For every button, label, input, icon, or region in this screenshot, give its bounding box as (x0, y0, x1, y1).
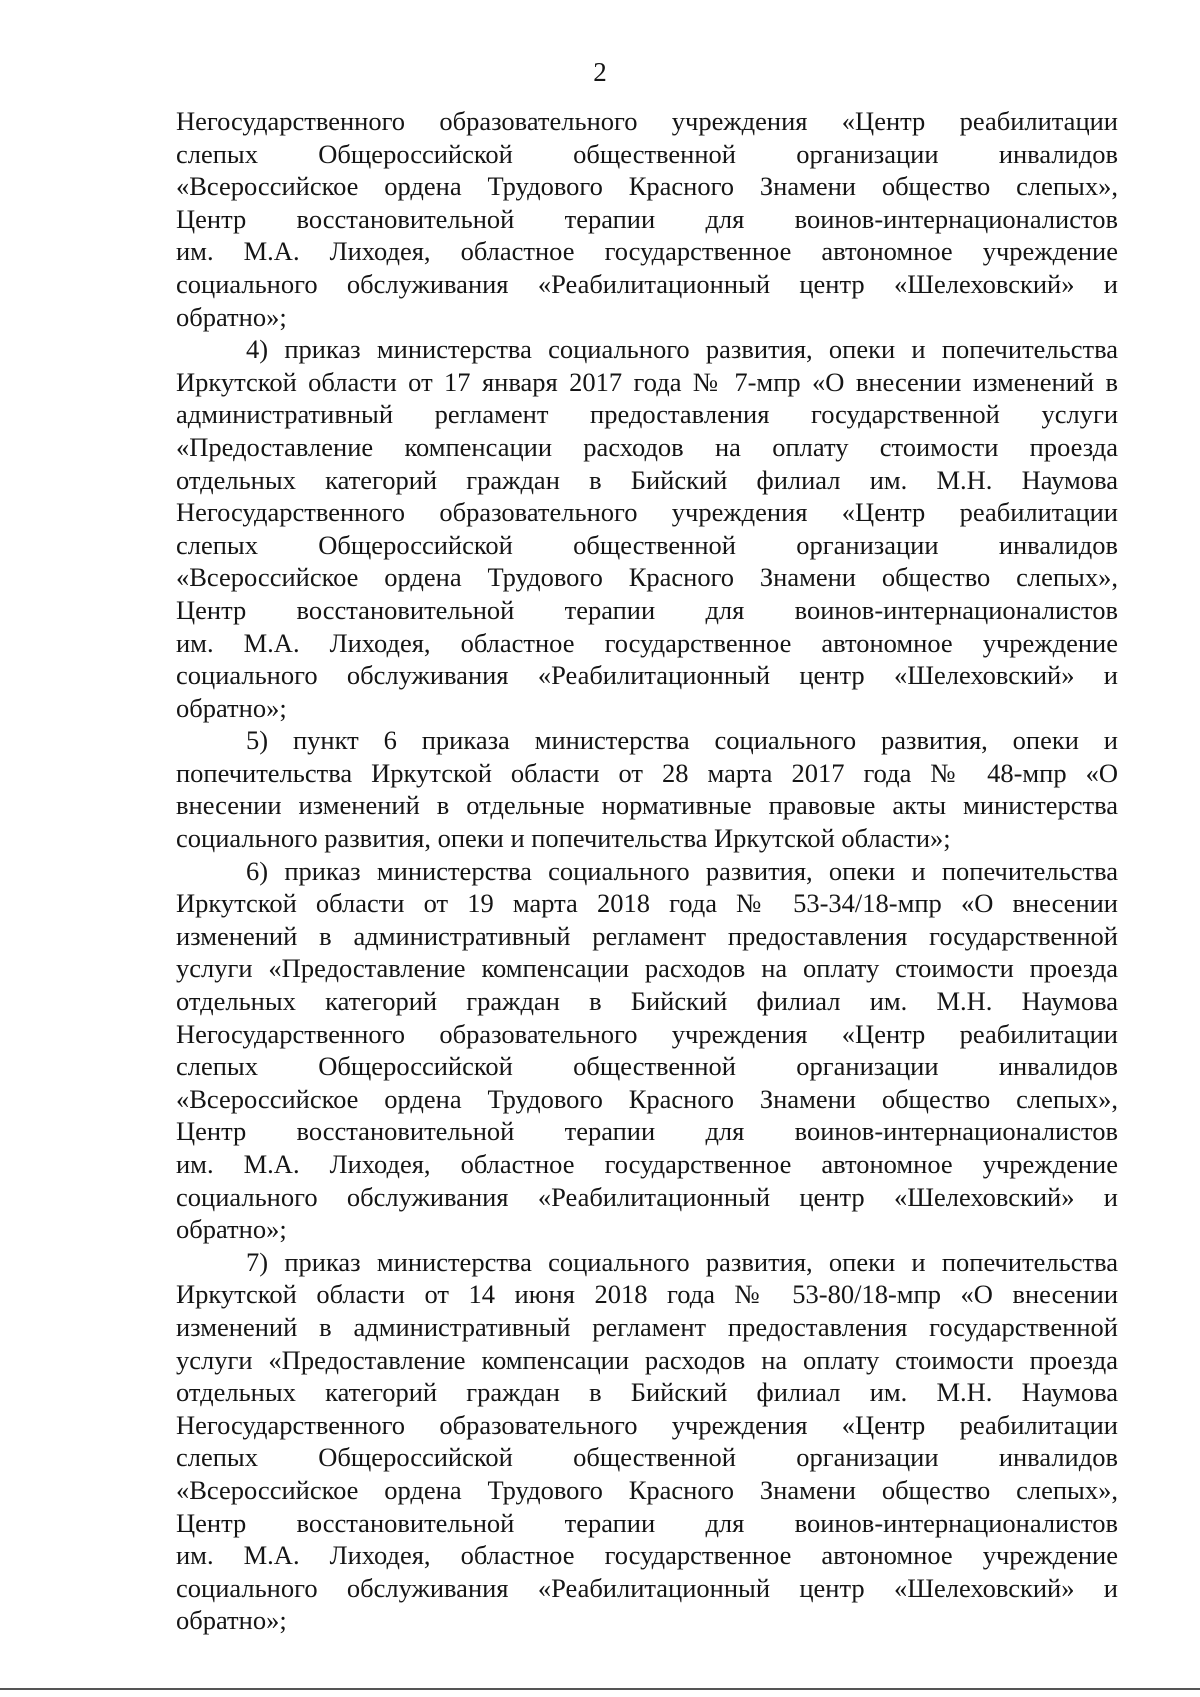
text-line: Негосударственного образовательного учреждения «Центр реабилитации (176, 106, 1118, 136)
paragraph (176, 105, 1118, 333)
text-line: им. М.А. Лиходея, областное государственное автономное учреждение (176, 236, 1118, 267)
text-line: административный регламент предоставления государственной услуги (176, 399, 1118, 430)
text-line: Центр восстановительной терапии для воинов-интернационалистов (176, 1507, 1118, 1538)
text-line: 7) приказ министерства социального развития, опеки и попечительства (246, 1246, 1118, 1277)
text-line: отдельных категорий граждан в Бийский филиал им. М.Н. Наумова (176, 464, 1118, 495)
text-line: Центр восстановительной терапии для воинов-интернационалистов (176, 594, 1118, 625)
paragraph (176, 855, 1118, 1246)
page-number: 2 (593, 57, 607, 87)
page-bottom-rule (0, 1688, 1200, 1690)
text-line: Центр восстановительной терапии для воинов-интернационалистов (176, 1116, 1118, 1147)
paragraph (176, 333, 1118, 724)
text-line: услуги «Предоставление компенсации расходов на оплату стоимости проезда (176, 1344, 1118, 1375)
text-line: социального развития, опеки и попечительства Иркутской области»; (176, 823, 951, 854)
text-line: попечительства Иркутской области от 28 марта 2017 года № 48-мпр «О (176, 757, 1118, 788)
paragraph (176, 1246, 1118, 1637)
text-line: социального обслуживания «Реабилитационный центр «Шелеховский» и (176, 1181, 1118, 1212)
paragraph (176, 724, 1118, 854)
text-line: им. М.А. Лиходея, областное государственное автономное учреждение (176, 1149, 1118, 1179)
text-line: «Всероссийское ордена Трудового Красного Знамени общество слепых», (176, 562, 1118, 593)
text-line: обратно»; (176, 301, 287, 332)
document-body (176, 105, 1118, 1637)
text-line: 4) приказ министерства социального развития, опеки и попечительства (246, 334, 1118, 365)
text-line: услуги «Предоставление компенсации расходов на оплату стоимости проезда (176, 953, 1118, 984)
text-line: Негосударственного образовательного учреждения «Центр реабилитации (176, 497, 1118, 528)
text-line: «Предоставление компенсации расходов на оплату стоимости проезда (176, 431, 1118, 462)
text-line: слепых Общероссийской общественной организации инвалидов (176, 1442, 1118, 1473)
text-line: «Всероссийское ордена Трудового Красного Знамени общество слепых», (176, 1083, 1118, 1114)
text-line: социального обслуживания «Реабилитационный центр «Шелеховский» и (176, 1572, 1118, 1603)
text-line: отдельных категорий граждан в Бийский филиал им. М.Н. Наумова (176, 1377, 1118, 1408)
text-line: Центр восстановительной терапии для воинов-интернационалистов (176, 203, 1118, 234)
text-line: «Всероссийское ордена Трудового Красного Знамени общество слепых», (176, 1474, 1118, 1505)
text-line: им. М.А. Лиходея, областное государственное автономное учреждение (176, 1540, 1118, 1571)
text-line: изменений в административный регламент предоставления государственной (176, 920, 1118, 951)
text-line: Негосударственного образовательного учреждения «Центр реабилитации (176, 1409, 1118, 1440)
text-line: 6) приказ министерства социального развития, опеки и попечительства (246, 855, 1118, 886)
text-line: Иркутской области от 19 марта 2018 года № 53-34/18-мпр «О внесении (176, 888, 1118, 919)
text-line: им. М.А. Лиходея, областное государственное автономное учреждение (176, 627, 1118, 658)
text-line: обратно»; (176, 1605, 287, 1636)
text-line: слепых Общероссийской общественной организации инвалидов (176, 529, 1118, 560)
text-line: изменений в административный регламент предоставления государственной (176, 1311, 1118, 1342)
text-line: отдельных категорий граждан в Бийский филиал им. М.Н. Наумова (176, 986, 1118, 1017)
text-line: Негосударственного образовательного учреждения «Центр реабилитации (176, 1018, 1118, 1049)
text-line: Иркутской области от 14 июня 2018 года № 53-80/18-мпр «О внесении (176, 1279, 1118, 1310)
text-line: 5) пункт 6 приказа министерства социального развития, опеки и (246, 725, 1118, 756)
text-line: Иркутской области от 17 января 2017 года № 7-мпр «О внесении изменений в (176, 366, 1118, 397)
text-line: обратно»; (176, 692, 287, 723)
text-line: слепых Общероссийской общественной организации инвалидов (176, 138, 1118, 169)
text-line: обратно»; (176, 1214, 287, 1245)
text-line: слепых Общероссийской общественной организации инвалидов (176, 1051, 1118, 1082)
text-line: социального обслуживания «Реабилитационный центр «Шелеховский» и (176, 660, 1118, 691)
text-line: социального обслуживания «Реабилитационный центр «Шелеховский» и (176, 268, 1118, 299)
text-line: «Всероссийское ордена Трудового Красного Знамени общество слепых», (176, 171, 1118, 202)
text-line: внесении изменений в отдельные нормативные правовые акты министерства (176, 790, 1118, 821)
